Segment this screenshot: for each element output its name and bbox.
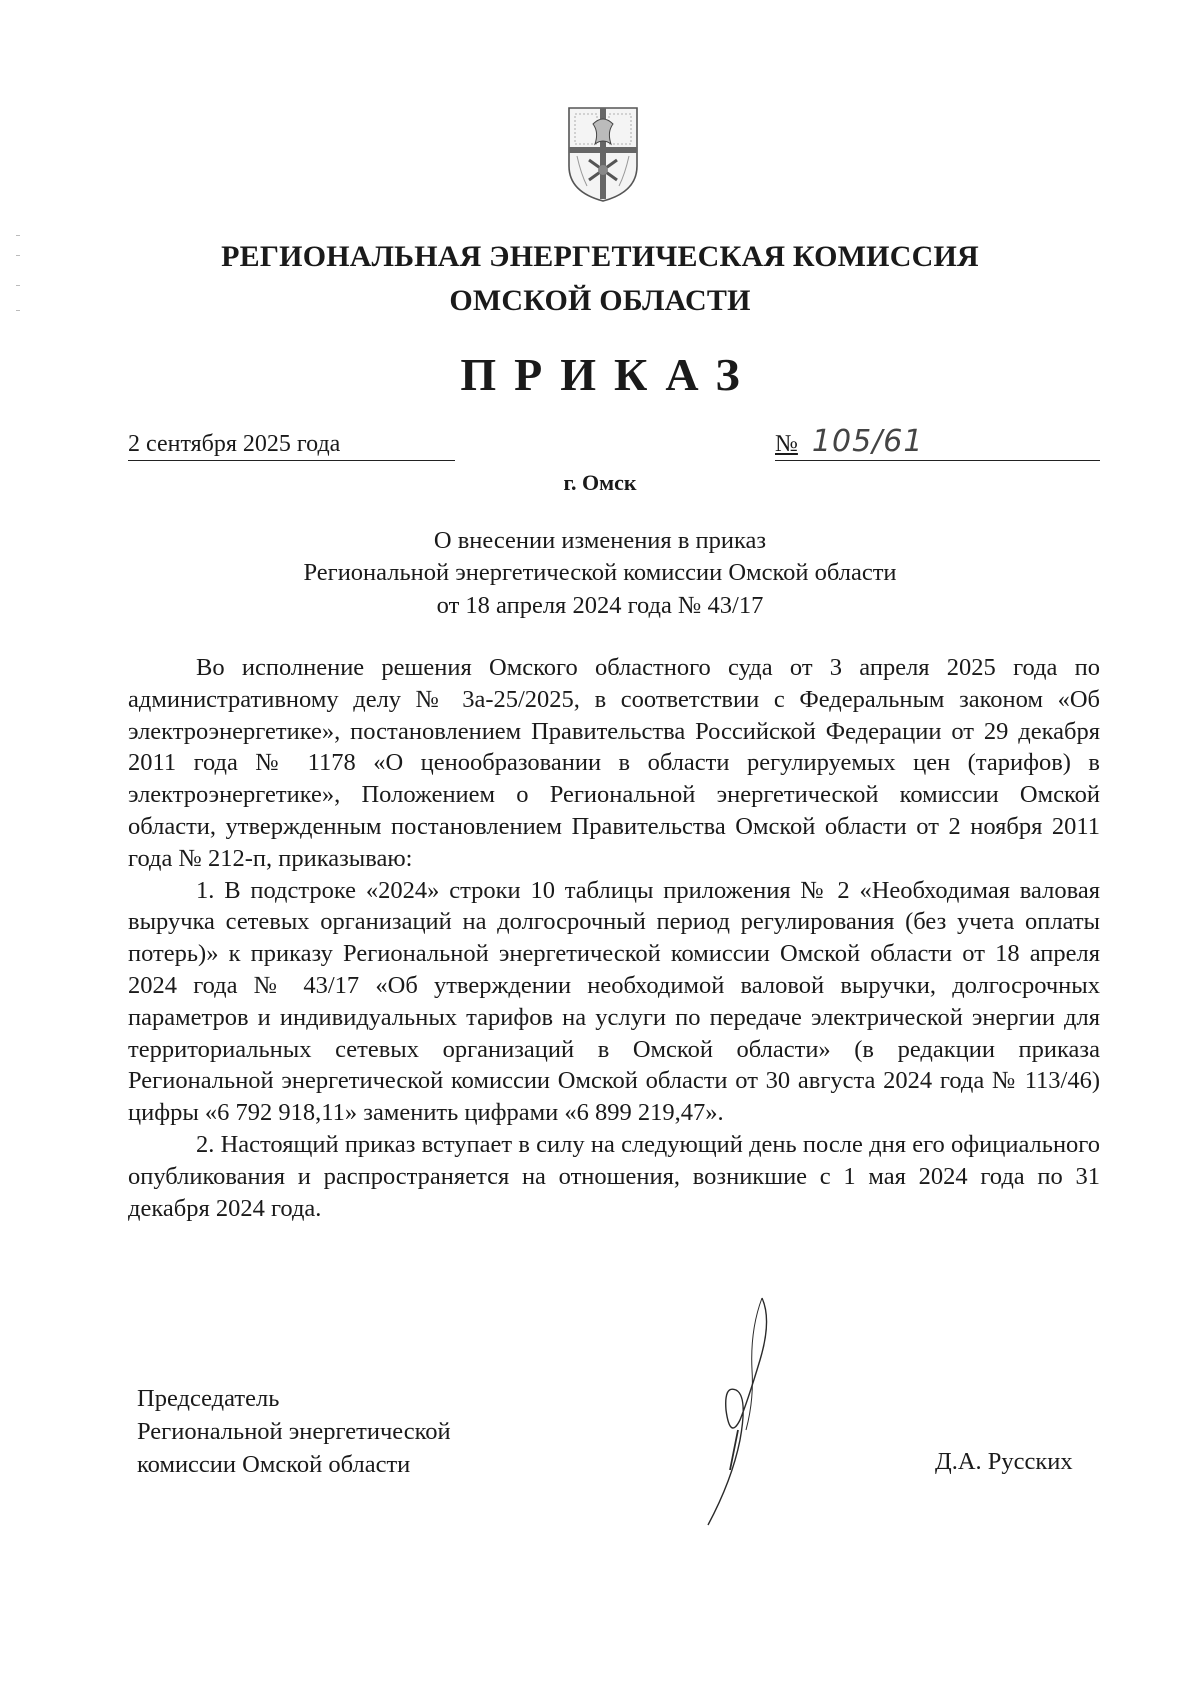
signatory-name: Д.А. Русских xyxy=(935,1448,1073,1475)
signatory-position-line1: Председатель xyxy=(137,1385,280,1412)
document-type-title: ПРИКАЗ xyxy=(460,349,758,400)
document-body xyxy=(128,652,1100,1224)
handwritten-signature-icon xyxy=(690,1290,800,1530)
document-number xyxy=(775,426,1100,461)
document-date xyxy=(128,428,455,461)
signatory-position xyxy=(137,1382,451,1481)
document-subject-line2: Региональной энергетической комиссии Омской области xyxy=(303,559,897,586)
scan-mark xyxy=(16,235,20,236)
document-city: г. Омск xyxy=(563,470,637,495)
order-item-1: 1. В подстроке «2024» строки 10 таблицы приложения № 2 «Необходимая валовая выручка сетевых организаций на долгосрочный период регулирования (без учета оплаты потерь)» к приказу Региональной энергетической комиссии Омской области от 18 апреля 2024 года № 43/17 «Об утверждении необходимой валовой выручки, долгосрочных параметров и индивидуальных тарифов на услуги по передаче электрической энергии для территориальных сетевых организаций в Омской области» (в редакции приказа Региональной энергетической комиссии Омской области от 30 августа 2024 года № 113/46) цифры «6 792 918,11» заменить цифрами «6 899 219,47». xyxy=(128,876,1100,1127)
document-subject-line3: от 18 апреля 2024 года № 43/17 xyxy=(436,592,764,619)
organization-name-line1: РЕГИОНАЛЬНАЯ ЭНЕРГЕТИЧЕСКАЯ КОМИССИЯ xyxy=(221,240,979,273)
document-subject-line1: О внесении изменения в приказ xyxy=(433,527,767,554)
order-item-2: 2. Настоящий приказ вступает в силу на следующий день после дня его официального опубликования и распространяется на отношения, возникшие с 1 мая 2024 года по 31 декабря 2024 года. xyxy=(128,1130,1100,1222)
omsk-coat-of-arms-icon xyxy=(565,104,641,204)
organization-name-line2: ОМСКОЙ ОБЛАСТИ xyxy=(449,284,751,317)
number-sign: № xyxy=(775,431,798,457)
document-date-text: 2 сентября 2025 года xyxy=(128,431,341,457)
preamble-paragraph: Во исполнение решения Омского областного суда от 3 апреля 2025 года по административному делу № 3а-25/2025, в соответствии с Федеральным законом «Об электроэнергетике», постановлением Правительства Российской Федерации от 29 декабря 2011 года № 1178 «О ценообразовании в области регулируемых цен (тарифов) в электроэнергетике», Положением о Региональной энергетической комиссии Омской области, утвержденным постановлением Правительства Омской области от 2 ноября 2011 года № 212-п, приказываю: xyxy=(128,654,1100,872)
signatory-position-line3: комиссии Омской области xyxy=(137,1451,411,1478)
signatory-position-line2: Региональной энергетической xyxy=(137,1418,451,1445)
document-number-value: 105/61 xyxy=(811,424,924,459)
